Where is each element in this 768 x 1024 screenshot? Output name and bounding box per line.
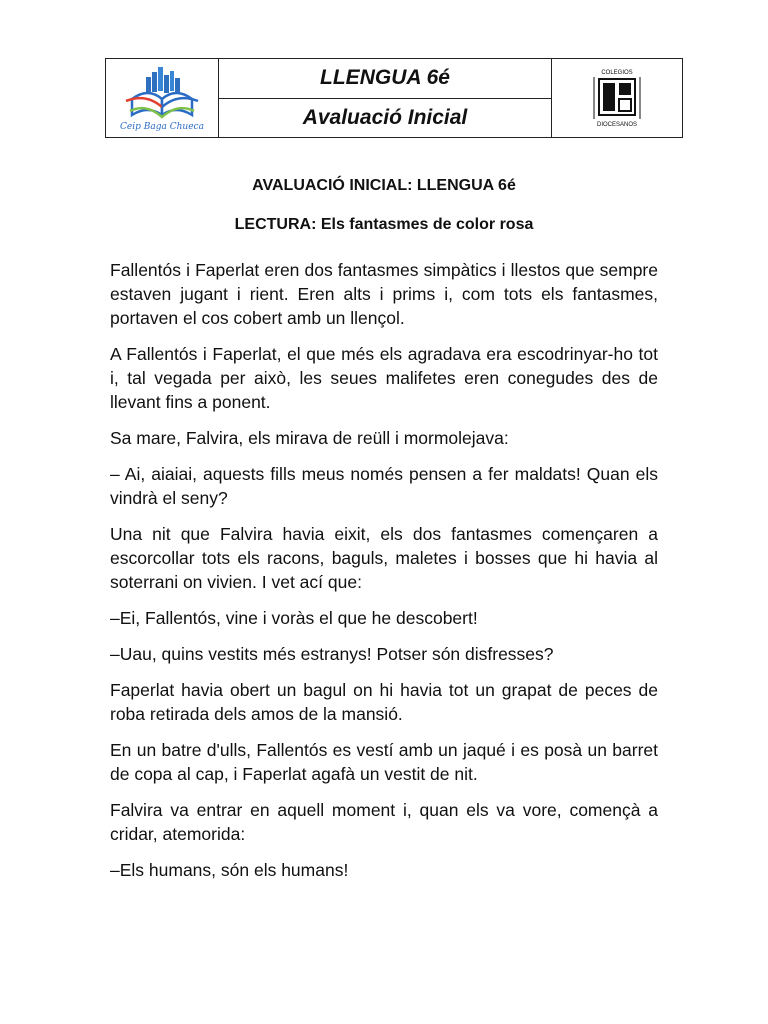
book-logo-icon bbox=[116, 63, 208, 133]
paragraph: En un batre d'ulls, Fallentós es vestí amb un jaqué i es posà un barret de copa al cap, i Faperlat agafà un vestit de nit. bbox=[110, 740, 658, 784]
exam-title: Avaluació Inicial bbox=[302, 105, 468, 129]
subject-title: LLENGUA 6é bbox=[219, 59, 551, 99]
paragraph: Falvira va entrar en aquell moment i, quan els va vore, començà a cridar, atemorida: bbox=[110, 800, 658, 844]
paragraph: A Fallentós i Faperlat, el que més els agradava era escodrinyar-ho tot i, tal vegada per això, les seues malifetes eren conegudes des de llevant fins a ponent. bbox=[110, 344, 658, 412]
svg-text:DIOCESANOS: DIOCESANOS bbox=[596, 122, 638, 128]
diocesan-logo bbox=[551, 59, 682, 137]
header-titles bbox=[219, 59, 551, 137]
paragraph: Una nit que Falvira havia eixit, els dos fantasmes començaren a escorcollar tots els racons, baguls, maletes i bosses que hi havia al soterrani on vivien. I vet ací que: bbox=[110, 524, 658, 592]
paragraph: Fallentós i Faperlat eren dos fantasmes simpàtics i llestos que sempre estaven jugant i rient. Eren alts i prims i, com tots els fantasmes, portaven el cos cobert amb un llençol. bbox=[110, 260, 658, 328]
dialogue-line: –Els humans, són els humans! bbox=[110, 860, 349, 880]
svg-text:COLEGIOS: COLEGIOS bbox=[601, 70, 633, 76]
document-heading: AVALUACIÓ INICIAL: LLENGUA 6é bbox=[252, 177, 516, 194]
dialogue-line: –Ei, Fallentós, vine i voràs el que he descobert! bbox=[110, 608, 478, 628]
reading-text bbox=[110, 258, 658, 894]
header-table bbox=[105, 58, 683, 138]
dialogue-line: –Uau, quins vestits més estranys! Potser són disfresses? bbox=[110, 644, 554, 664]
reading-title: LECTURA: Els fantasmes de color rosa bbox=[234, 216, 534, 233]
paragraph: Sa mare, Falvira, els mirava de reüll i mormolejava: bbox=[110, 428, 509, 448]
paragraph: – Ai, aiaiai, aquests fills meus només pensen a fer maldats! Quan els vindrà el seny? bbox=[110, 464, 658, 508]
school-logo bbox=[106, 59, 219, 137]
colegios-diocesanos-logo-icon bbox=[589, 67, 645, 129]
svg-text:Ceip Baga Chueca: Ceip Baga Chueca bbox=[120, 122, 204, 132]
paragraph: Faperlat havia obert un bagul on hi havia tot un grapat de peces de roba retirada dels amos de la mansió. bbox=[110, 680, 658, 724]
